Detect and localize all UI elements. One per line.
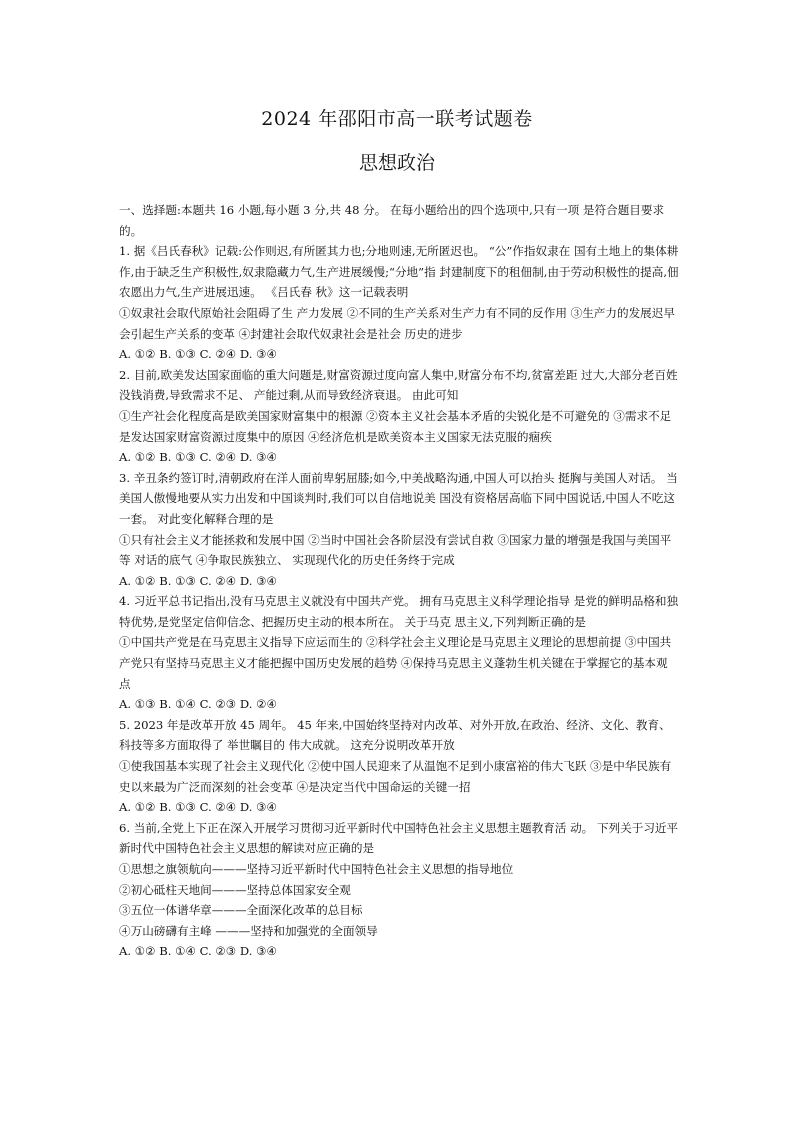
- exam-title: 2024 年邵阳市高一联考试题卷: [261, 108, 533, 130]
- answer-choices: A. ①② B. ①③ C. ②④ D. ③④: [119, 573, 277, 588]
- question-2: [119, 365, 679, 468]
- section-instructions: 一、选择题:本题共 16 小题,每小题 3 分,共 48 分。 在每小题给出的四个选项中,只有一项 是符合题目要求的。: [119, 203, 665, 238]
- question-4: [119, 591, 679, 715]
- question-stem: 5. 2023 年是改革开放 45 周年。 45 年来,中国始终坚持对内改革、对外开放,在政治、经济、文化、教育、科技等多方面取得了 举世瞩目的 伟大成就。 这充分说明改革开放: [119, 717, 671, 753]
- question-5: [119, 715, 679, 818]
- answer-choices: A. ①② B. ①④ C. ②③ D. ③④: [119, 944, 277, 959]
- option-line: ②初心砥柱天地间———坚持总体国家安全观: [119, 882, 351, 897]
- answer-choices: A. ①② B. ①③ C. ②④ D. ③④: [119, 800, 277, 815]
- question-stem: 4. 习近平总书记指出,没有马克思主义就没有中国共产党。 拥有马克思主义科学理论指导 是党的鲜明品格和独特优势,是党坚定信仰信念、把握历史主动的根本所在。 关于马克 思主义,下列判断正确的是: [119, 594, 679, 629]
- answer-choices: A. ①③ B. ①④ C. ②③ D. ②④: [119, 697, 277, 712]
- question-options: ①生产社会化程度高是欧美国家财富集中的根源 ②资本主义社会基本矛盾的尖锐化是不可避免的 ③需求不足是发达国家财富资源过度集中的原因 ④经济危机是欧美资本主义国家无法克服的痼疾: [119, 408, 672, 444]
- answer-choices: A. ①② B. ①③ C. ②④ D. ③④: [119, 450, 277, 465]
- question-stem: 1. 据《吕氏春秋》记载:公作则迟,有所匿其力也;分地则速,无所匿迟也。 “公”作指奴隶在 国有土地上的集体耕作,由于缺乏生产积极性,奴隶隐藏力气,生产进展缓慢;“分地”指 封建制度下的租佃制,由于劳动积极性的提高,佃农愿出力气,生产进展迅速。 《吕氏春 秋》这一记载表明: [119, 244, 679, 300]
- answer-choices: A. ①② B. ①③ C. ②④ D. ③④: [119, 347, 277, 362]
- question-options: ①使我国基本实现了社会主义现代化 ②使中国人民迎来了从温饱不足到小康富裕的伟大飞跃 ③是中华民族有史以来最为广泛而深刻的社会变革 ④是决定当代中国命运的关键一招: [119, 759, 672, 794]
- question-stem: 3. 辛丑条约签订时,清朝政府在洋人面前卑躬屈膝;如今,中美战略沟通,中国人可以抬头 挺胸与美国人对话。 当美国人傲慢地要从实力出发和中国谈判时,我们可以自信地说美 国没有资格居高临下同中国说话,中国人不吃这一套。 对此变化解释合理的是: [119, 470, 678, 526]
- option-line: ④万山磅礴有主峰 ———坚持和加强党的全面领导: [119, 923, 378, 938]
- question-3: [119, 468, 679, 592]
- question-options: ①奴隶社会取代原始社会阻碍了生 产力发展 ②不同的生产关系对生产力有不同的反作用 ③生产力的发展迟早会引起生产关系的变革 ④封建社会取代奴隶社会是社会 历史的进步: [119, 305, 675, 341]
- question-options: ①中国共产党是在马克思主义指导下应运而生的 ②科学社会主义理论是马克思主义理论的思想前提 ③中国共产党只有坚持马克思主义才能把握中国历史发展的趋势 ④保持马克思主义蓬勃生机关键在于掌握它的基本观点: [119, 635, 672, 691]
- option-line: ①思想之旗领航向———坚持习近平新时代中国特色社会主义思想的指导地位: [119, 862, 514, 876]
- exam-body: [119, 200, 679, 962]
- exam-subject: 思想政治: [358, 152, 435, 174]
- option-line: ③五位一体谱华章———全面深化改革的总目标: [119, 903, 363, 918]
- question-options: ①只有社会主义才能拯救和发展中国 ②当时中国社会各阶层没有尝试自救 ③国家力量的增强是我国与美国平等 对话的底气 ④争取民族独立、 实现现代化的历史任务终于完成: [119, 532, 672, 568]
- question-stem: 2. 目前,欧美发达国家面临的重大问题是,财富资源过度向富人集中,财富分布不均,贫富差距 过大,大部分老百姓没钱消费,导致需求不足、 产能过剩,从而导致经济衰退。 由此可知: [119, 367, 678, 403]
- question-6: [119, 818, 679, 962]
- question-stem: 6. 当前,全党上下正在深入开展学习贯彻习近平新时代中国特色社会主义思想主题教育活 动。 下列关于习近平新时代中国特色社会主义思想的解读对应正确的是: [119, 820, 679, 856]
- question-1: [119, 241, 679, 365]
